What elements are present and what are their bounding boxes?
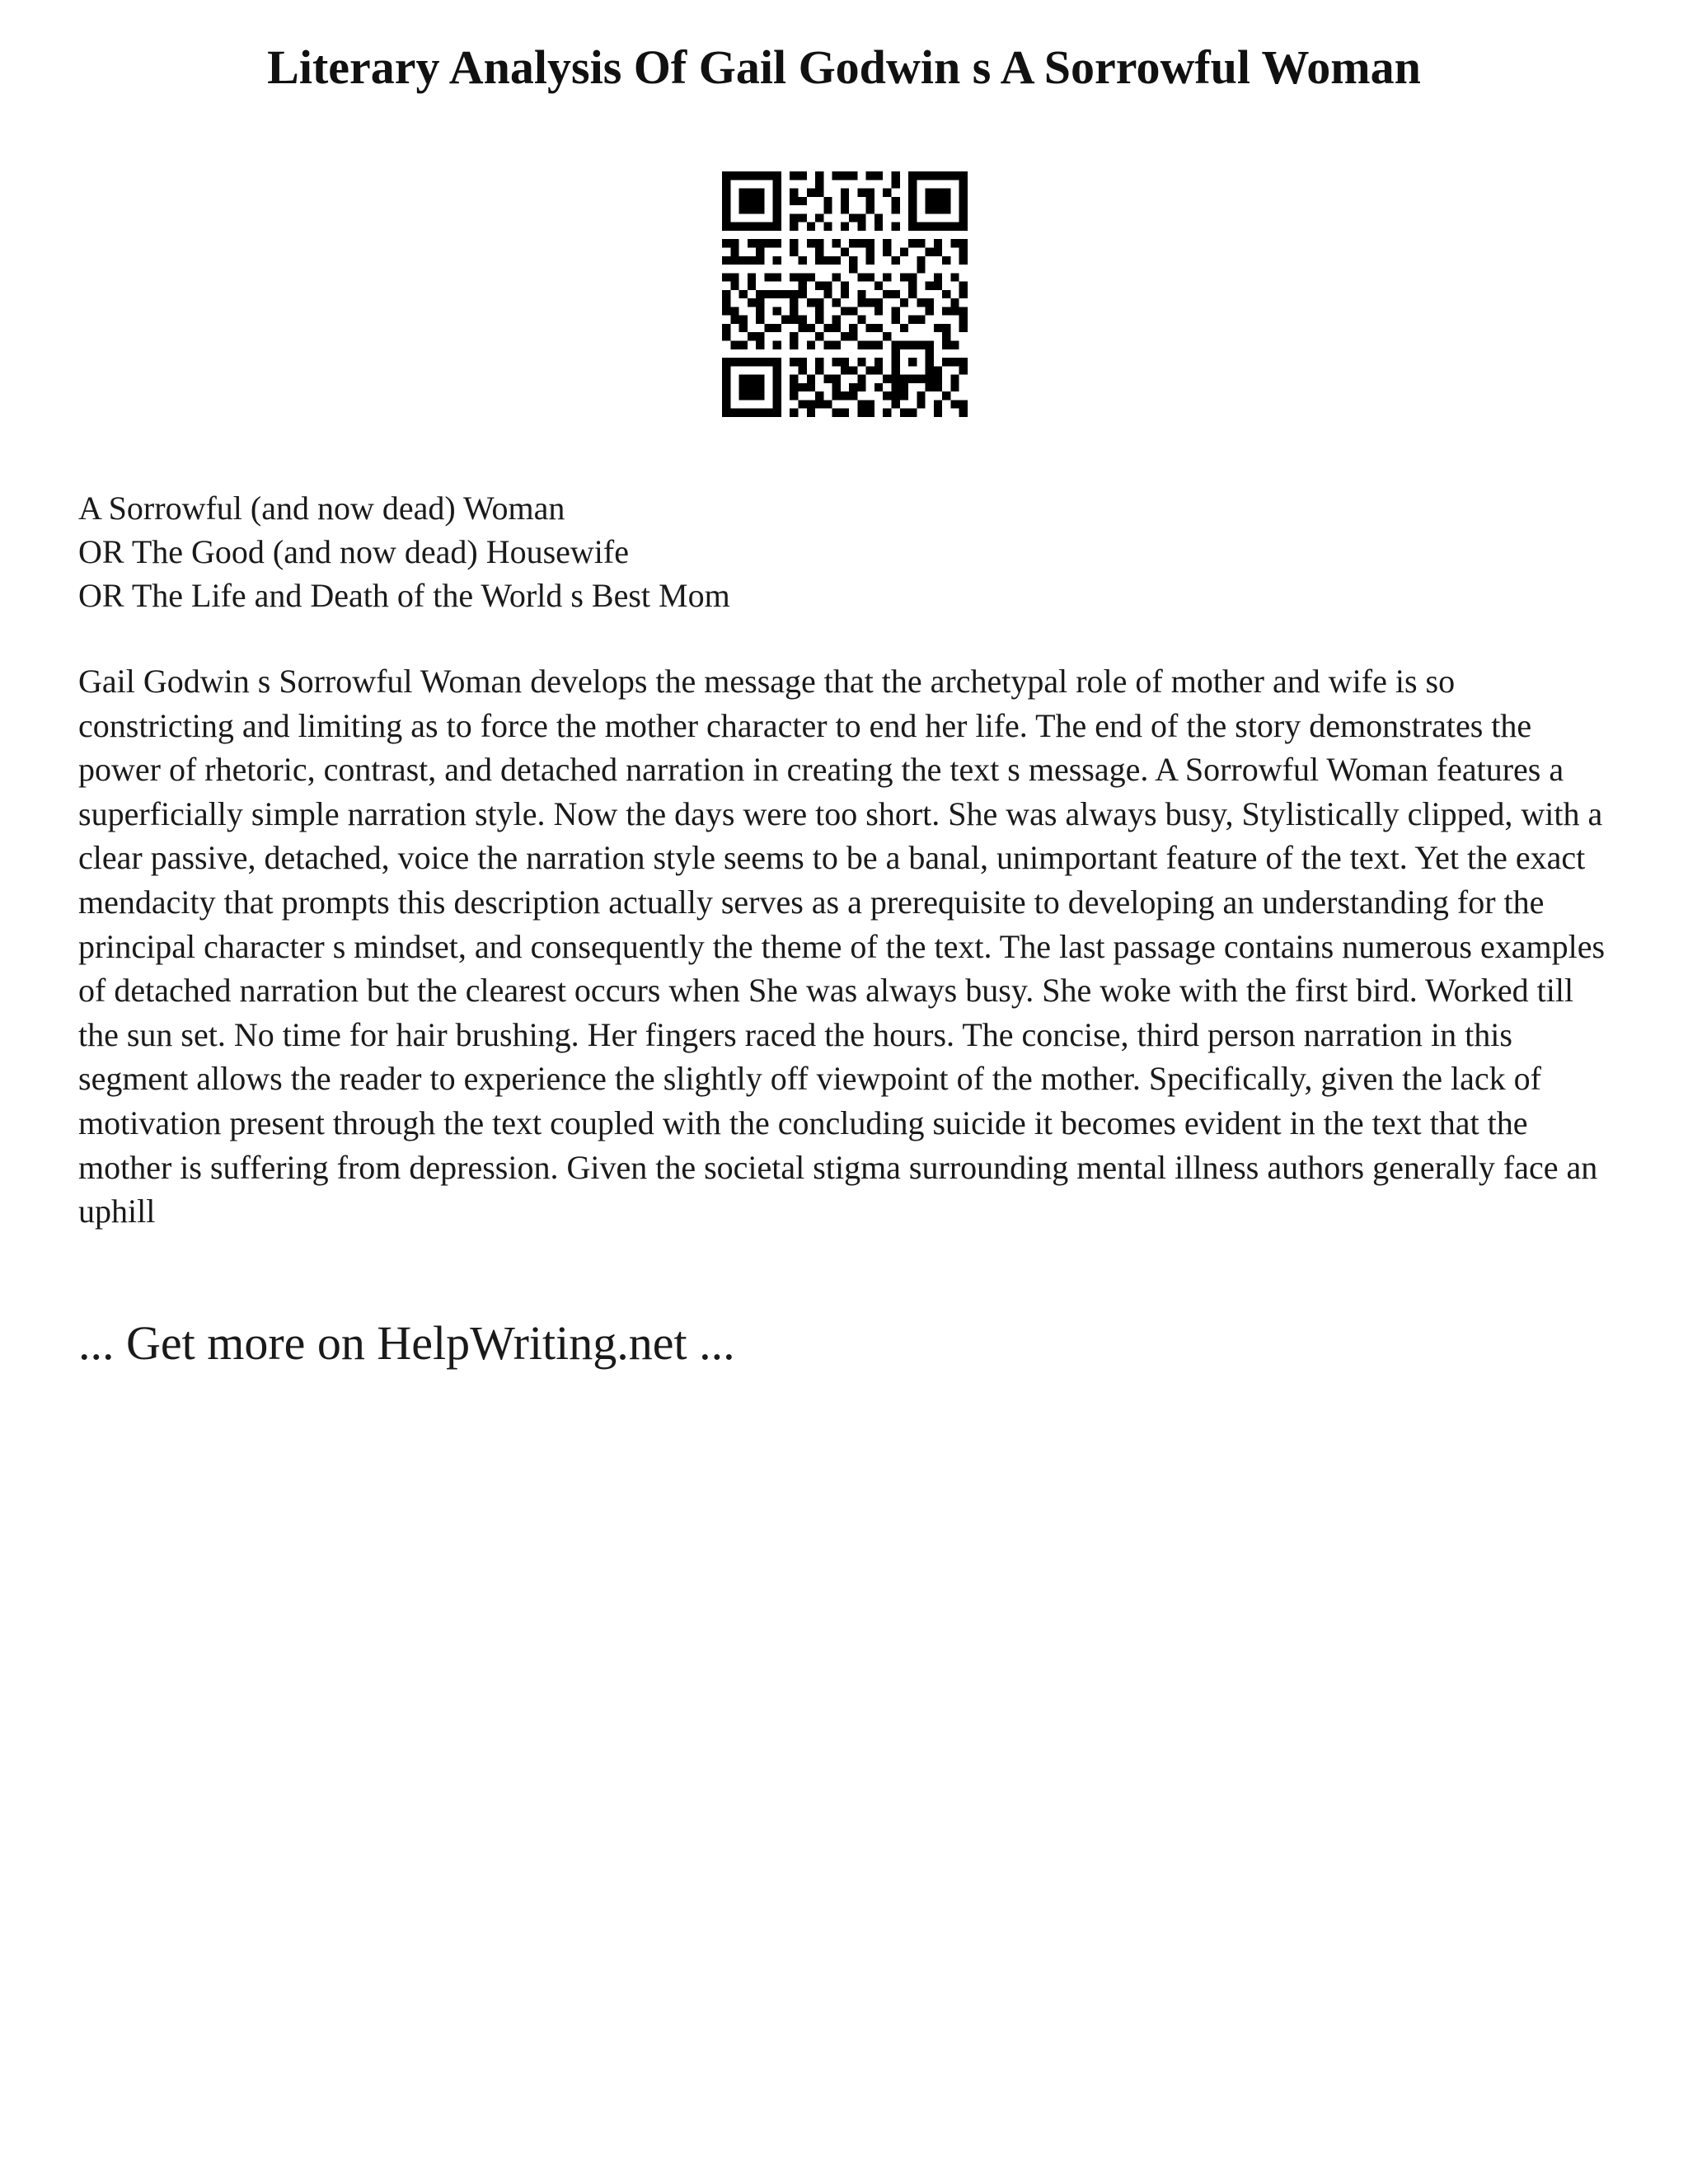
qr-code-image [722, 171, 968, 417]
alternate-titles [78, 486, 1611, 617]
get-more-link[interactable]: ... Get more on HelpWriting.net ... [78, 1316, 735, 1370]
essay-body: Gail Godwin s Sorrowful Woman develops the message that the archetypal role of mother and wife is so constricting and limiting as to force the mother character to end her life. The end of the story demonstrates the power of rhetoric, contrast, and detached narration in creating the text s message. A Sorrowful Woman features a superficially simple narration style. Now the days were too short. She was always busy, Stylistically clipped, with a clear passive, detached, voice the narration style seems to be a banal, unimportant feature of the text. Yet the exact mendacity that prompts this description actually serves as a prerequisite to developing an understanding for the principal character s mindset, and consequently the theme of the text. The last passage contains numerous examples of detached narration but the clearest occurs when She was always busy. She woke with the first bird. Worked till the sun set. No time for hair brushing. Her fingers raced the hours. The concise, third person narration in this segment allows the reader to experience the slightly off viewpoint of the mother. Specifically, given the lack of motivation present through the text coupled with the concluding suicide it becomes evident in the text that the mother is suffering from depression. Given the societal stigma surrounding mental illness authors generally face an uphill [78, 663, 1606, 1230]
page-title: Literary Analysis Of Gail Godwin s A Sorrowful Woman [267, 40, 1421, 94]
qr-code [722, 171, 968, 417]
alternate-title: OR The Life and Death of the World s Best Mom [78, 577, 730, 614]
alternate-title: OR The Good (and now dead) Housewife [78, 533, 629, 570]
alternate-title: A Sorrowful (and now dead) Woman [78, 490, 565, 527]
